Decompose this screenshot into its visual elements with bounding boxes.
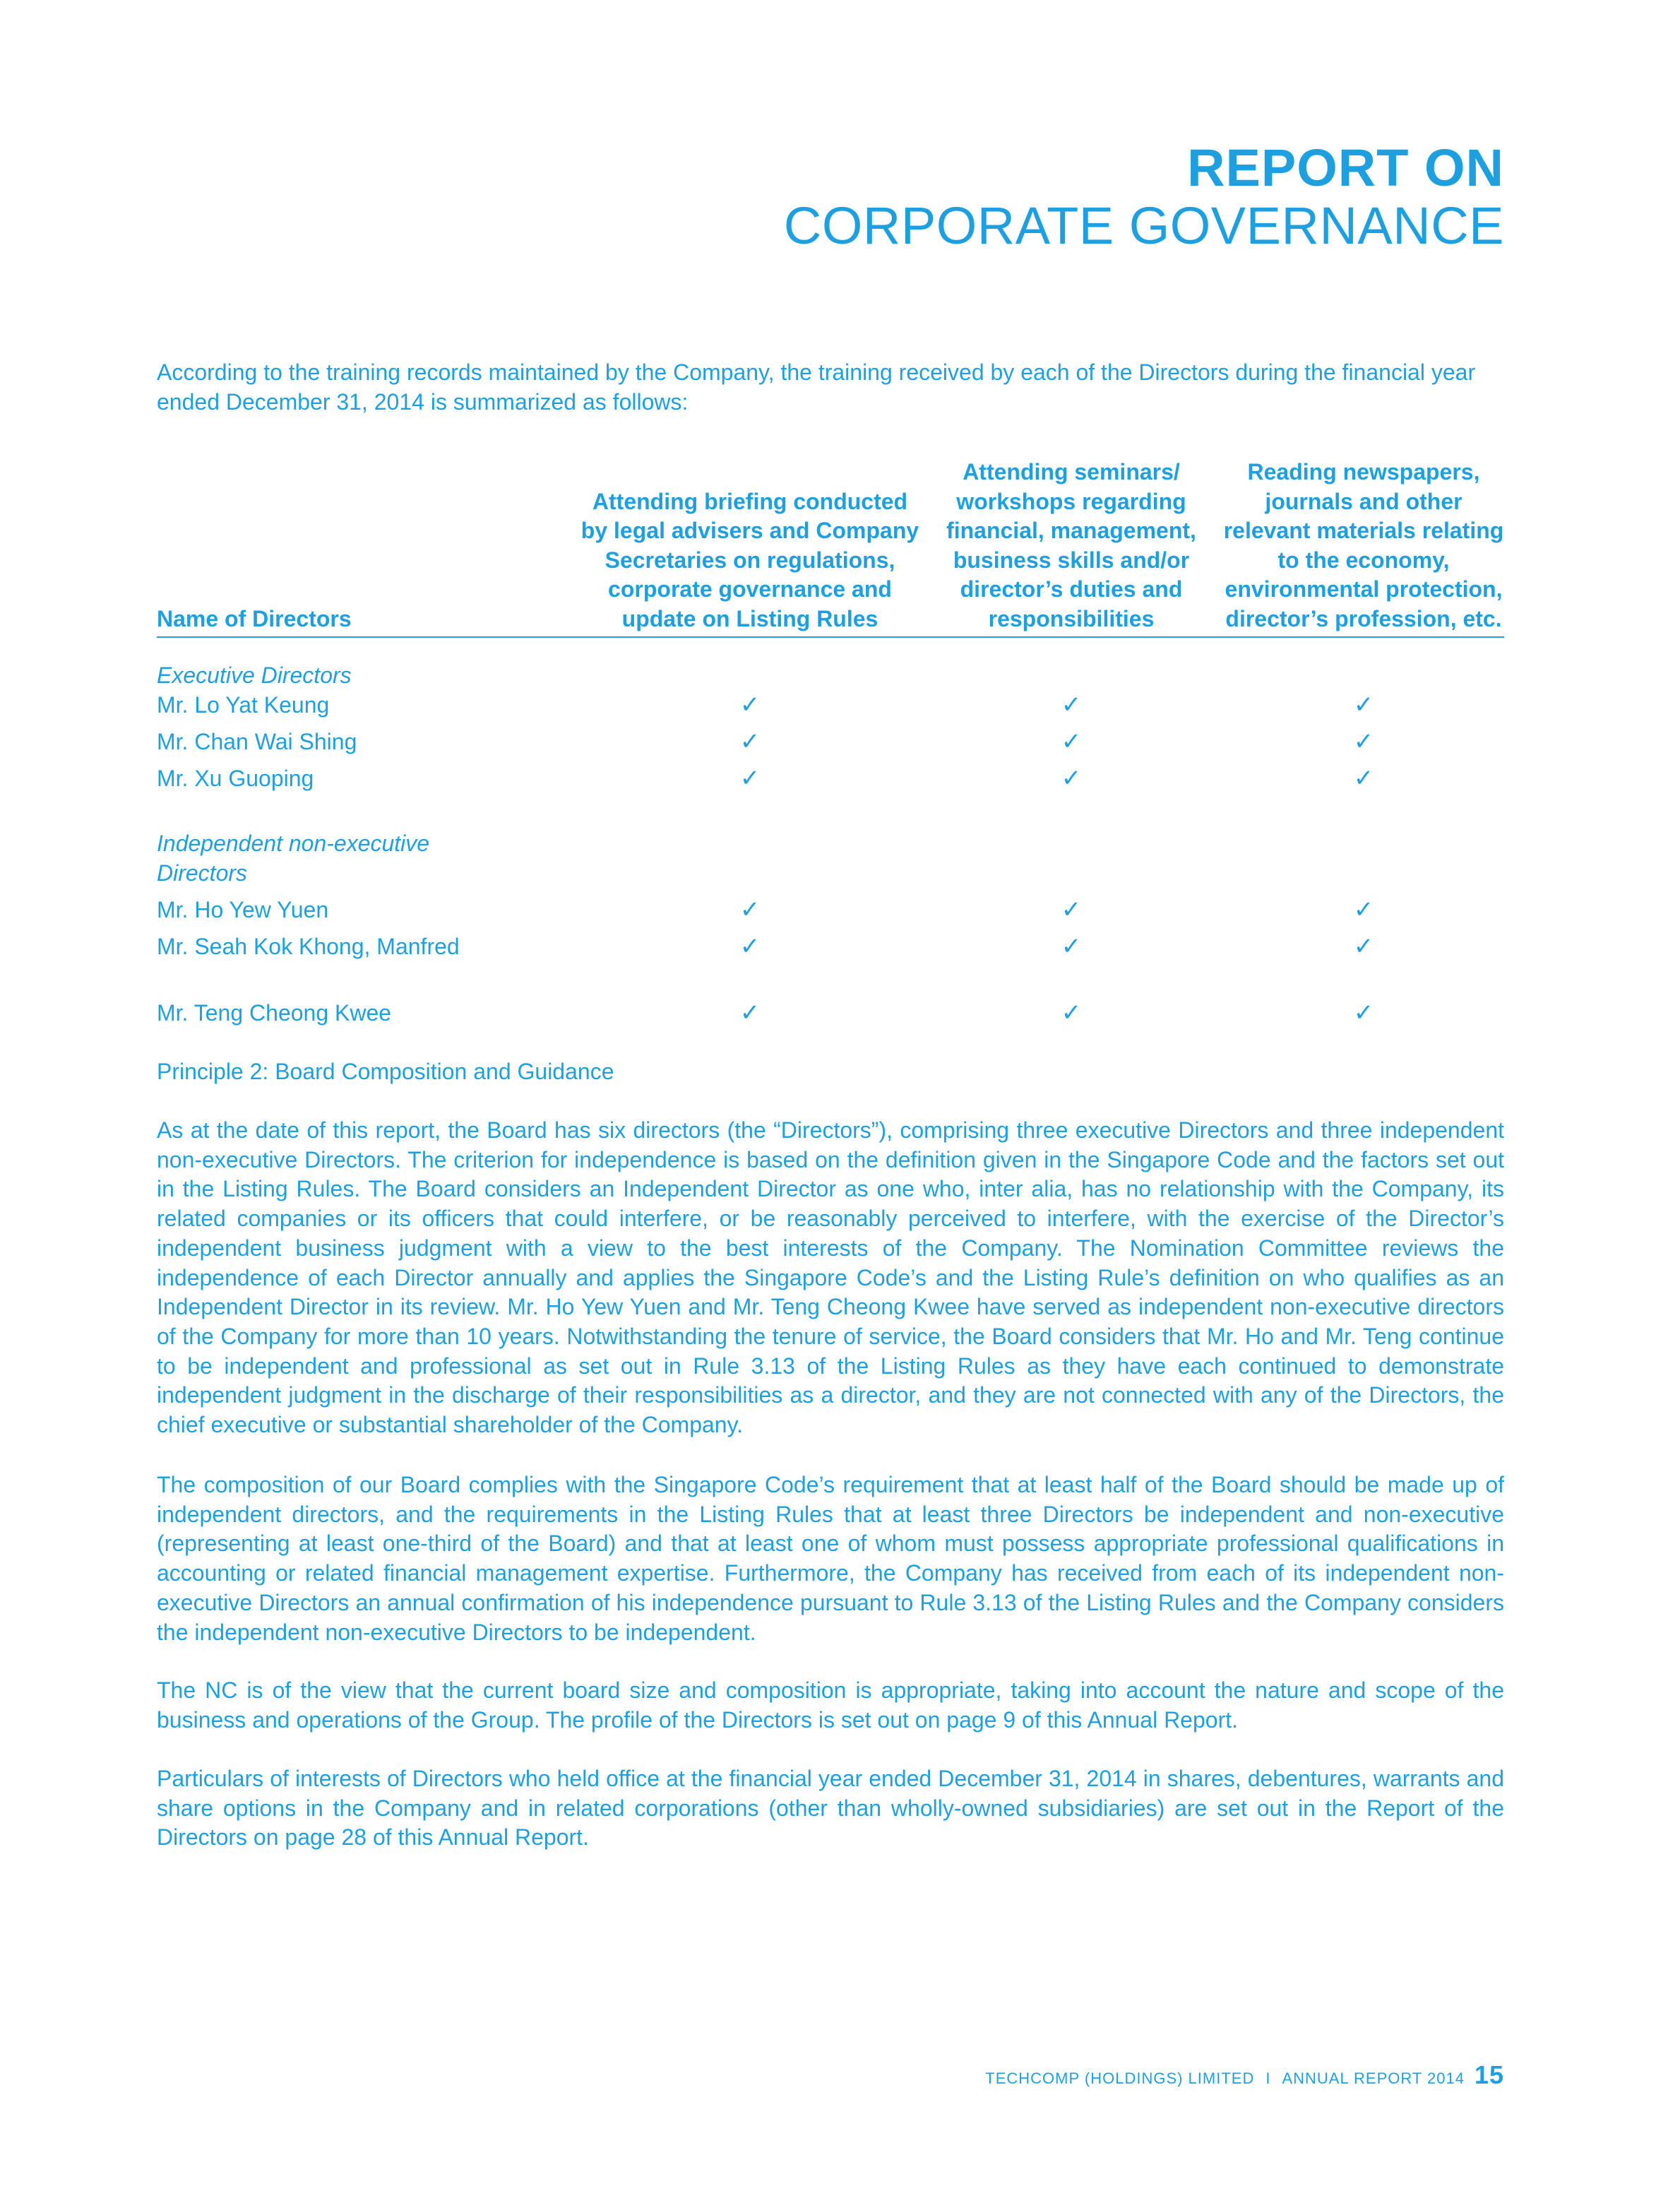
column-header-seminars [919,458,1223,637]
check-mark-icon: ✓ [1353,933,1374,960]
table-row [157,727,1504,764]
director-name: Mr. Chan Wai Shing [157,729,357,754]
check-mark-icon: ✓ [739,896,761,923]
table-row [157,690,1504,727]
principle-heading: Principle 2: Board Composition and Guidance [157,1059,614,1084]
check-mark-icon: ✓ [1061,999,1082,1026]
column-header-reading [1223,458,1504,637]
table-row [157,895,1504,932]
table-row [157,764,1504,800]
intro-paragraph: According to the training records maintained by the Company, the training received by each of the Directors during the financial year ended December 31, 2014 is summarized as follows: [157,360,1476,415]
footer-company: TECHCOMP (HOLDINGS) LIMITED [985,2069,1255,2087]
director-name: Mr. Ho Yew Yuen [157,897,329,922]
check-mark-icon: ✓ [739,933,761,960]
column-header-seminars-label: Attending seminars/ workshops regarding financial, management, business skills and/or director’s duties and responsibilities [946,459,1196,631]
check-mark-icon: ✓ [1061,691,1082,718]
table-row [157,998,1504,1035]
page-footer [985,2061,1504,2093]
body-paragraph: As at the date of this report, the Board has six directors (the “Directors”), comprising three executive Directors and three independent non-executive Directors. The criterion for independence is based on the definition given in the Singapore Code and the factors set out in the Listing Rules. The Board considers an Independent Director as one who, inter alia, has no relationship with the Company, its related companies or its officers that could interfere, or be reasonably perceived to interfere, with the exercise of the Director’s independent business judgment with a view to the best interests of the Company. The Nomination Committee reviews the independence of each Director annually and applies the Singapore Code’s and the Listing Rule’s definition on who qualifies as an Independent Director in its review. Mr. Ho Yew Yuen and Mr. Teng Cheong Kwee have served as independent non-executive directors of the Company for more than 10 years. Notwithstanding the tenure of service, the Board considers that Mr. Ho and Mr. Teng continue to be independent and professional as set out in Rule 3.13 of the Listing Rules as they have each continued to demonstrate independent judgment in the discharge of their responsibilities as a director, and they are not connected with any of the Directors, the chief executive or substantial shareholder of the Company. [157,1117,1504,1438]
check-mark-icon: ✓ [1353,728,1374,755]
director-name: Mr. Teng Cheong Kwee [157,1000,392,1026]
page-header [784,140,1504,256]
body-paragraph: The composition of our Board complies with the Singapore Code’s requirement that at least half of the Board should be made up of independent directors, and the requirements in the Listing Rules that at least three Directors be independent and non-executive (representing at least one-third of the Board) and that at least one of whom must possess appropriate professional qualifications in accounting or related financial management expertise. Furthermore, the Company has received from each of its independent non-executive Directors an annual confirmation of his independence pursuant to Rule 3.13 of the Listing Rules and the Company considers the independent non-executive Directors to be independent. [157,1472,1504,1645]
table-header-row [157,458,1504,637]
page-title-light: CORPORATE GOVERNANCE [783,196,1504,255]
column-header-briefing-label: Attending briefing conducted by legal advisers and Company Secretaries on regulations, corporate governance and update on Listing Rules [580,488,919,631]
page-number: 15 [1474,2060,1504,2089]
category-label: Executive Directors [157,663,352,688]
director-name: Mr. Lo Yat Keung [157,692,330,718]
column-header-briefing [580,458,919,637]
check-mark-icon: ✓ [1061,896,1082,923]
body-paragraph: Particulars of interests of Directors who held office at the financial year ended December 31, 2014 in shares, debentures, warrants and share options in the Company and in related corporations (other than wholly-owned subsidiaries) are set out in the Report of the Directors on page 28 of this Annual Report. [157,1766,1504,1851]
check-mark-icon: ✓ [1353,999,1374,1026]
director-name: Mr. Seah Kok Khong, Manfred [157,934,460,959]
check-mark-icon: ✓ [739,765,761,792]
page-title-bold: REPORT ON [1187,138,1504,197]
table-row [157,932,1504,998]
footer-separator: I [1265,2069,1271,2087]
check-mark-icon: ✓ [739,728,761,755]
check-mark-icon: ✓ [1353,691,1374,718]
check-mark-icon: ✓ [1061,728,1082,755]
category-row-executive [157,660,1504,690]
check-mark-icon: ✓ [1061,765,1082,792]
check-mark-icon: ✓ [1353,896,1374,923]
category-label: Independent non-executive Directors [157,831,430,886]
check-mark-icon: ✓ [1353,765,1374,792]
director-name: Mr. Xu Guoping [157,766,314,791]
check-mark-icon: ✓ [1061,933,1082,960]
check-mark-icon: ✓ [739,691,761,718]
column-header-reading-label: Reading newspapers, journals and other relevant materials relating to the economy, environmental protection, director’s profession, etc. [1223,459,1504,631]
footer-report: ANNUAL REPORT 2014 [1282,2069,1465,2087]
column-header-name: Name of Directors [157,458,580,637]
check-mark-icon: ✓ [739,999,761,1026]
training-table [157,458,1504,1035]
body-paragraph: The NC is of the view that the current board size and composition is appropriate, taking into account the nature and scope of the business and operations of the Group. The profile of the Directors is set out on page 9 of this Annual Report. [157,1677,1504,1733]
category-row-independent [157,828,1504,895]
